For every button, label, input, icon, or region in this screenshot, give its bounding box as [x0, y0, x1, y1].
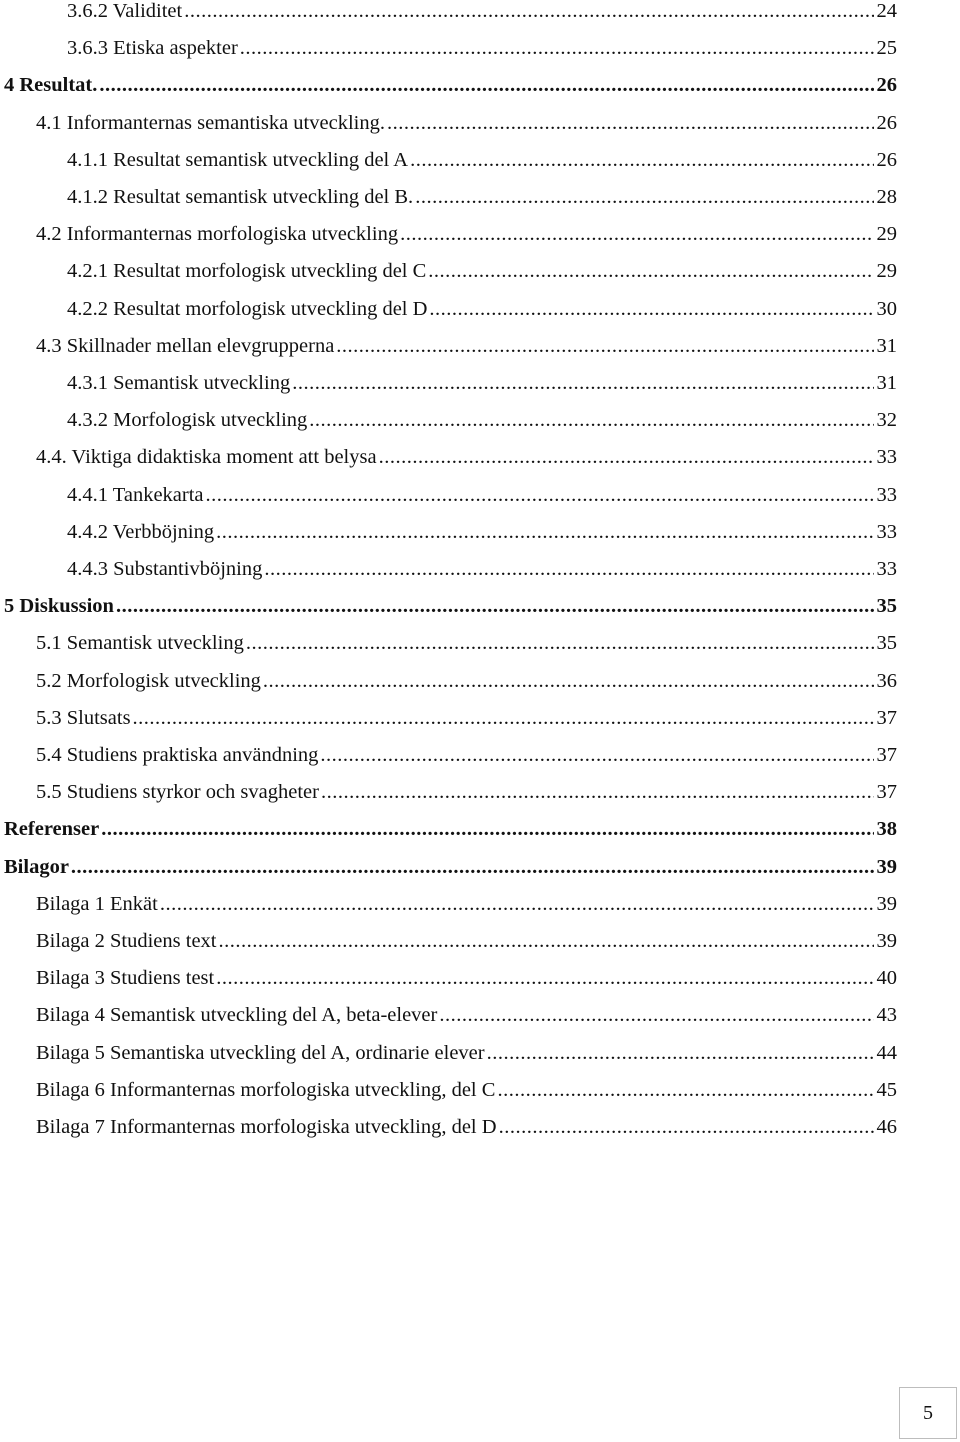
toc-entry-label: 4.4.3 Substantivböjning: [67, 558, 263, 580]
toc-entry-label: 4.4.1 Tankekarta: [67, 483, 204, 506]
toc-entry-label: 5.1 Semantisk utveckling: [36, 632, 244, 655]
page-number: 5: [899, 1387, 957, 1439]
toc-entry-label: 4.3 Skillnader mellan elevgrupperna: [36, 334, 335, 357]
toc-dot-leader: [71, 852, 874, 882]
toc-entry-label: 4.3.2 Morfologisk utveckling: [67, 409, 308, 432]
toc-entry-page: 24: [876, 0, 897, 22]
toc-entry[interactable]: [36, 963, 897, 993]
toc-entry[interactable]: [67, 554, 897, 584]
toc-entry-label: Referenser: [4, 818, 100, 841]
toc-dot-leader: [429, 294, 873, 324]
toc-dot-leader: [487, 1038, 874, 1068]
toc-entry-page: 33: [876, 558, 897, 580]
toc-entry[interactable]: [36, 1000, 897, 1030]
toc-entry[interactable]: [36, 108, 897, 138]
toc-entry-label: 5.3 Slutsats: [36, 706, 131, 729]
toc-entry-page: 39: [876, 892, 897, 915]
toc-entry[interactable]: [36, 1112, 897, 1142]
toc-entry-label: Bilaga 2 Studiens text: [36, 930, 217, 952]
toc-entry-page: 31: [876, 334, 897, 357]
toc-entry[interactable]: [67, 0, 897, 26]
toc-entry-page: 35: [876, 632, 897, 655]
toc-entry-page: 40: [876, 967, 897, 990]
toc-entry-label: Bilaga 5 Semantiska utveckling del A, ordinarie elever: [36, 1041, 485, 1064]
toc-dot-leader: [264, 554, 873, 584]
toc-entry-page: 44: [876, 1041, 897, 1064]
toc-entry-page: 28: [876, 186, 897, 208]
toc-entry[interactable]: [67, 405, 897, 435]
toc-dot-leader: [321, 777, 874, 807]
toc-entry-page: 39: [876, 855, 897, 878]
toc-entry-page: 29: [876, 260, 897, 283]
toc-entry-label: 5.2 Morfologisk utveckling: [36, 669, 261, 692]
toc-entry[interactable]: [36, 1075, 897, 1105]
toc-entry[interactable]: [67, 480, 897, 510]
toc-entry-page: 26: [876, 148, 897, 171]
toc-entry[interactable]: [36, 703, 897, 733]
toc-entry[interactable]: [36, 1038, 897, 1068]
toc-entry-label: Bilaga 1 Enkät: [36, 892, 158, 915]
toc-entry-label: 4.1.2 Resultat semantisk utveckling del B.: [67, 186, 414, 208]
toc-entry-page: 25: [876, 37, 897, 60]
toc-entry[interactable]: [4, 591, 897, 621]
toc-entry-label: 4.2.2 Resultat morfologisk utveckling del D: [67, 297, 428, 320]
toc-dot-leader: [379, 442, 874, 472]
toc-dot-leader: [336, 331, 873, 361]
toc-entry[interactable]: [36, 740, 897, 770]
toc-entry[interactable]: [67, 33, 897, 63]
toc-dot-leader: [206, 480, 874, 510]
toc-entry[interactable]: [36, 777, 897, 807]
toc-entry-page: 38: [876, 818, 897, 841]
toc-entry[interactable]: [36, 628, 897, 658]
toc-entry-page: 26: [876, 74, 897, 97]
toc-entry-label: 4.3.1 Semantisk utveckling: [67, 372, 291, 394]
toc-entry[interactable]: [36, 889, 897, 919]
toc-dot-leader: [246, 628, 874, 658]
toc-dot-leader: [320, 740, 873, 770]
toc-dot-leader: [292, 368, 873, 398]
toc-entry-page: 33: [876, 483, 897, 506]
toc-entry[interactable]: [4, 852, 897, 882]
toc-entry-label: 4.4.2 Verbböjning: [67, 520, 215, 543]
toc-entry-page: 43: [876, 1004, 897, 1027]
toc-entry-page: 33: [876, 520, 897, 543]
toc-entry-page: 46: [876, 1116, 897, 1138]
toc-entry-label: 4.1.1 Resultat semantisk utveckling del A: [67, 148, 409, 171]
toc-entry-page: 30: [876, 297, 897, 320]
toc-entry-label: 4.1 Informanternas semantiska utveckling.: [36, 111, 385, 134]
toc-entry[interactable]: [36, 666, 897, 696]
toc-entry-page: 35: [876, 595, 897, 618]
toc-entry-label: 4 Resultat.: [4, 74, 98, 97]
toc-dot-leader: [400, 219, 873, 249]
toc-entry[interactable]: [36, 442, 897, 472]
toc-dot-leader: [216, 963, 873, 993]
toc-entry[interactable]: [36, 331, 897, 361]
toc-entry-label: Bilaga 7 Informanternas morfologiska utveckling, del D: [36, 1116, 497, 1138]
toc-entry[interactable]: [67, 368, 897, 398]
toc-dot-leader: [160, 889, 874, 919]
toc-dot-leader: [101, 814, 873, 844]
toc-entry[interactable]: [36, 219, 897, 249]
toc-entry-label: Bilagor: [4, 855, 69, 878]
toc-entry-page: 37: [876, 744, 897, 766]
toc-dot-leader: [216, 517, 873, 547]
toc-entry[interactable]: [4, 814, 897, 844]
toc-dot-leader: [439, 1000, 873, 1030]
toc-entry[interactable]: [67, 145, 897, 175]
toc-entry-label: Bilaga 6 Informanternas morfologiska utveckling, del C: [36, 1078, 496, 1101]
toc-entry-label: 5.5 Studiens styrkor och svagheter: [36, 781, 319, 804]
toc-entry-label: 3.6.3 Etiska aspekter: [67, 37, 238, 60]
toc-entry-page: 36: [876, 669, 897, 692]
toc-entry-label: 4.2 Informanternas morfologiska utveckling: [36, 223, 399, 246]
toc-entry-page: 33: [876, 446, 897, 469]
toc-dot-leader: [133, 703, 874, 733]
toc-entry[interactable]: [67, 294, 897, 324]
toc-entry[interactable]: [4, 70, 897, 100]
toc-entry-page: 45: [876, 1078, 897, 1101]
toc-entry[interactable]: [36, 926, 897, 956]
toc-entry-label: 4.2.1 Resultat morfologisk utveckling del C: [67, 260, 427, 283]
toc-dot-leader: [116, 591, 874, 621]
toc-entry-page: 37: [876, 706, 897, 729]
toc-entry-page: 39: [876, 930, 897, 952]
toc-entry[interactable]: [67, 517, 897, 547]
toc-entry-label: 5 Diskussion: [4, 595, 114, 618]
toc-entry-page: 26: [876, 111, 897, 134]
toc-dot-leader: [263, 666, 874, 696]
toc-entry-page: 29: [876, 223, 897, 246]
toc-entry-label: Bilaga 3 Studiens test: [36, 967, 215, 990]
toc-entry[interactable]: [67, 182, 897, 212]
toc-dot-leader: [219, 926, 874, 956]
toc-dot-leader: [240, 33, 874, 63]
toc-entry-page: 32: [876, 409, 897, 432]
toc-dot-leader: [410, 145, 873, 175]
toc-dot-leader: [184, 0, 873, 26]
toc-dot-leader: [497, 1075, 873, 1105]
toc-dot-leader: [499, 1112, 874, 1142]
toc-dot-leader: [415, 182, 873, 212]
toc-entry[interactable]: [67, 256, 897, 286]
toc-dot-leader: [428, 256, 873, 286]
toc-dot-leader: [309, 405, 873, 435]
toc-entry-label: 4.4. Viktiga didaktiska moment att belysa: [36, 446, 377, 469]
toc-entry-page: 31: [876, 372, 897, 394]
toc-entry-label: Bilaga 4 Semantisk utveckling del A, beta-elever: [36, 1004, 438, 1027]
toc-dot-leader: [99, 70, 873, 100]
toc-entry-label: 3.6.2 Validitet: [67, 0, 183, 22]
toc-entry-page: 37: [876, 781, 897, 804]
toc-dot-leader: [387, 108, 874, 138]
toc-entry-label: 5.4 Studiens praktiska användning: [36, 744, 319, 766]
